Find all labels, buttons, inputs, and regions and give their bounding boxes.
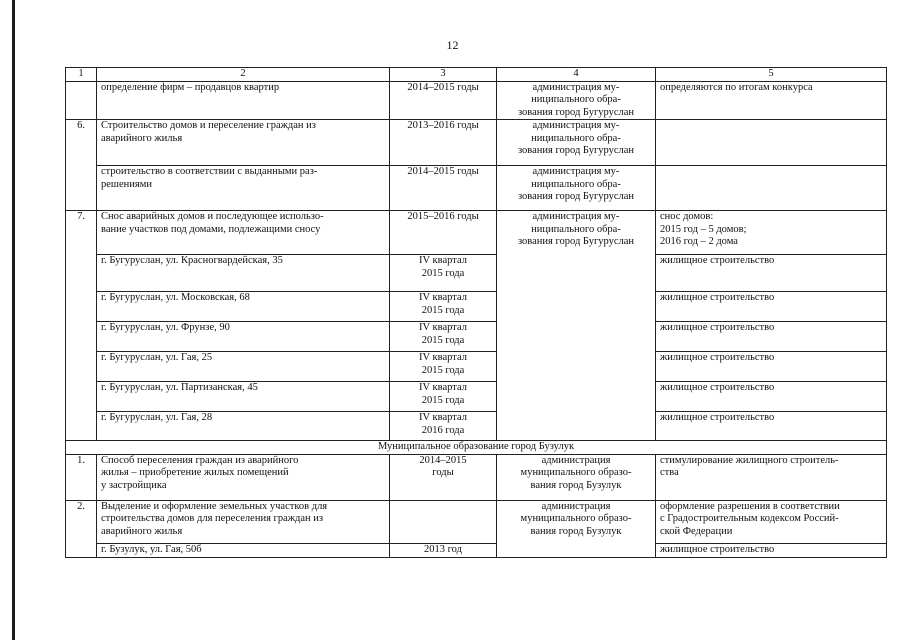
result: жилищное строительство bbox=[656, 322, 887, 352]
header-row bbox=[66, 68, 887, 82]
period: IV квартал 2015 года bbox=[390, 352, 497, 382]
period: 2013 год bbox=[390, 543, 497, 557]
result: жилищное строительство bbox=[656, 382, 887, 412]
responsible: администрация му- ниципального обра- зования город Бугуруслан bbox=[497, 166, 656, 211]
table-row bbox=[66, 255, 887, 292]
header-cell: 2 bbox=[97, 68, 390, 82]
section-row bbox=[66, 441, 887, 455]
period: 2014–2015 годы bbox=[390, 166, 497, 211]
table-row bbox=[66, 454, 887, 500]
responsible: администрация му- ниципального обра- зования город Бугуруслан bbox=[497, 81, 656, 120]
section-title: Муниципальное образование город Бузулук bbox=[66, 441, 887, 455]
period: 2014–2015 годы bbox=[390, 454, 497, 500]
table-row bbox=[66, 81, 887, 120]
row-number: 1. bbox=[66, 454, 97, 500]
result: стимулирование жилищного строитель- ства bbox=[656, 454, 887, 500]
period: IV квартал 2016 года bbox=[390, 412, 497, 441]
period: 2014–2015 годы bbox=[390, 81, 497, 120]
period: 2015–2016 годы bbox=[390, 211, 497, 255]
result bbox=[656, 120, 887, 166]
address: г. Бугуруслан, ул. Гая, 28 bbox=[97, 412, 390, 441]
result: жилищное строительство bbox=[656, 292, 887, 322]
table-row bbox=[66, 292, 887, 322]
header-cell: 1 bbox=[66, 68, 97, 82]
measure-text: определение фирм – продавцов квартир bbox=[97, 81, 390, 120]
period: IV квартал 2015 года bbox=[390, 292, 497, 322]
result: определяются по итогам конкурса bbox=[656, 81, 887, 120]
responsible: администрация му- ниципального обра- зования город Бугуруслан bbox=[497, 120, 656, 166]
program-table bbox=[65, 67, 887, 558]
left-margin-rule bbox=[12, 0, 15, 640]
result: жилищное строительство bbox=[656, 255, 887, 292]
result: жилищное строительство bbox=[656, 352, 887, 382]
address: г. Бугуруслан, ул. Партизанская, 45 bbox=[97, 382, 390, 412]
header-cell: 4 bbox=[497, 68, 656, 82]
table-row bbox=[66, 412, 887, 441]
address: г. Бугуруслан, ул. Фрунзе, 90 bbox=[97, 322, 390, 352]
row-number bbox=[66, 81, 97, 120]
measure-text: Выделение и оформление земельных участков для строительства домов для переселения граждан из аварийного жилья bbox=[97, 500, 390, 543]
header-cell: 5 bbox=[656, 68, 887, 82]
measure-text: Строительство домов и переселение граждан из аварийного жилья bbox=[97, 120, 390, 166]
result: жилищное строительство bbox=[656, 412, 887, 441]
result: снос домов: 2015 год – 5 домов; 2016 год – 2 дома bbox=[656, 211, 887, 255]
address: г. Бугуруслан, ул. Московская, 68 bbox=[97, 292, 390, 322]
measure-text: Способ переселения граждан из аварийного жилья – приобретение жилых помещений у застройщика bbox=[97, 454, 390, 500]
responsible: администрация му- ниципального обра- зования город Бугуруслан bbox=[497, 211, 656, 441]
table-row bbox=[66, 500, 887, 543]
page-number: 12 bbox=[446, 38, 459, 52]
period: IV квартал 2015 года bbox=[390, 322, 497, 352]
table-row bbox=[66, 211, 887, 255]
responsible: администрация муниципального образо- вания город Бузулук bbox=[497, 454, 656, 500]
measure-text: Снос аварийных домов и последующее использо- вание участков под домами, подлежащими сносу bbox=[97, 211, 390, 255]
table-row bbox=[66, 382, 887, 412]
address: г. Бузулук, ул. Гая, 50б bbox=[97, 543, 390, 557]
table-row bbox=[66, 543, 887, 557]
result: жилищное строительство bbox=[656, 543, 887, 557]
period: IV квартал 2015 года bbox=[390, 382, 497, 412]
result: оформление разрешения в соответствии с Градостроительным кодексом Россий- ской Федерации bbox=[656, 500, 887, 543]
table-row bbox=[66, 166, 887, 211]
period: 2013–2016 годы bbox=[390, 120, 497, 166]
header-cell: 3 bbox=[390, 68, 497, 82]
row-number: 7. bbox=[66, 211, 97, 441]
table-row bbox=[66, 120, 887, 166]
responsible: администрация муниципального образо- вания город Бузулук bbox=[497, 500, 656, 557]
period: IV квартал 2015 года bbox=[390, 255, 497, 292]
address: г. Бугуруслан, ул. Красногвардейская, 35 bbox=[97, 255, 390, 292]
address: г. Бугуруслан, ул. Гая, 25 bbox=[97, 352, 390, 382]
period bbox=[390, 500, 497, 543]
row-number: 2. bbox=[66, 500, 97, 557]
table-row bbox=[66, 322, 887, 352]
result bbox=[656, 166, 887, 211]
row-number: 6. bbox=[66, 120, 97, 211]
measure-text: строительство в соответствии с выданными раз- решениями bbox=[97, 166, 390, 211]
table-row bbox=[66, 352, 887, 382]
